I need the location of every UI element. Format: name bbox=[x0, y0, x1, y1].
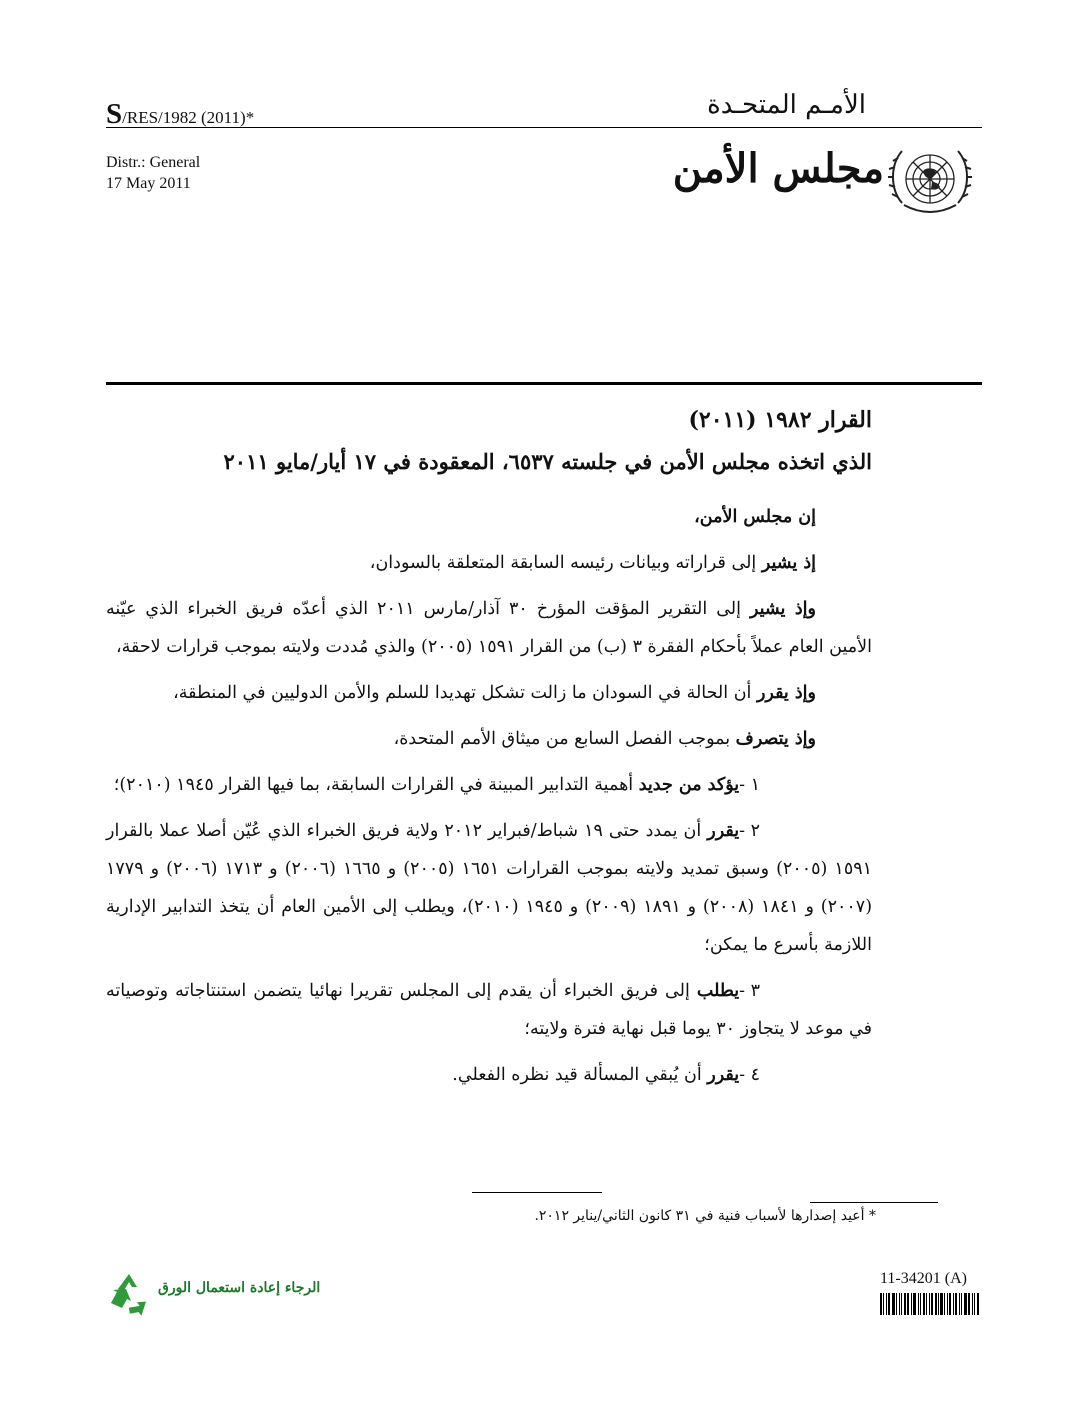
preamble-text: بموجب الفصل السابع من ميثاق الأمم المتحدة، bbox=[393, 729, 736, 749]
barcode-bar bbox=[935, 1293, 937, 1315]
barcode-bar bbox=[886, 1293, 887, 1315]
barcode-bar bbox=[931, 1293, 933, 1315]
operative-paragraph bbox=[106, 812, 872, 964]
resolution-subtitle: الذي اتخذه مجلس الأمن في جلسته ٦٥٣٧، المعقودة في ١٧ أيار/مايو ٢٠١١ bbox=[223, 449, 872, 474]
barcode-bar bbox=[913, 1293, 916, 1315]
preamble-text: إلى قراراته وبيانات رئيسه السابقة المتعلقة بالسودان، bbox=[369, 553, 762, 573]
resolution-body bbox=[106, 396, 872, 1102]
preamble-paragraph bbox=[106, 544, 872, 582]
barcode-bar bbox=[961, 1293, 962, 1315]
symbol-initial: S bbox=[106, 98, 123, 130]
barcode-bar bbox=[901, 1293, 902, 1315]
recycle-note: الرجاء إعادة استعمال الورق bbox=[158, 1280, 321, 1296]
barcode-bar bbox=[938, 1293, 939, 1315]
barcode-bar bbox=[918, 1293, 919, 1315]
barcode-bar bbox=[977, 1293, 979, 1315]
operative-paragraph bbox=[106, 766, 872, 804]
barcode-bar bbox=[911, 1293, 912, 1315]
operative-text: أهمية التدابير المبينة في القرارات السابقة، بما فيها القرار ١٩٤٥ (٢٠١٠)؛ bbox=[113, 775, 639, 795]
header-divider bbox=[106, 127, 982, 128]
barcode-bar bbox=[926, 1293, 927, 1315]
barcode-bar bbox=[896, 1293, 897, 1315]
barcode-bar bbox=[964, 1293, 967, 1315]
preamble-paragraph bbox=[106, 674, 872, 712]
barcode-bar bbox=[974, 1293, 975, 1315]
opening-text: إن مجلس الأمن، bbox=[694, 507, 816, 527]
barcode-bar bbox=[968, 1293, 970, 1315]
barcode-bar bbox=[940, 1293, 943, 1315]
title-divider bbox=[106, 382, 982, 385]
barcode-bar bbox=[883, 1293, 884, 1315]
document-number: 11-34201 (A) bbox=[880, 1270, 967, 1287]
barcode-bar bbox=[944, 1293, 945, 1315]
resolution-title: القرار ١٩٨٢ (٢٠١١) bbox=[688, 407, 872, 433]
barcode-bar bbox=[929, 1293, 930, 1315]
operative-text: إلى فريق الخبراء أن يقدم إلى المجلس تقريرا نهائيا يتضمن استنتاجاته وتوصياته في موعد لا يتجاوز ٣٠ يوما قبل نهاية فترة ولايته؛ bbox=[106, 981, 872, 1039]
barcode-icon bbox=[880, 1293, 980, 1315]
un-emblem-icon bbox=[880, 137, 980, 223]
barcode-bar bbox=[899, 1293, 900, 1315]
opening-line bbox=[106, 498, 872, 536]
operative-number: ٢ - bbox=[739, 821, 760, 841]
barcode-bar bbox=[953, 1293, 954, 1315]
issue-date: 17 May 2011 bbox=[106, 175, 191, 192]
end-rule bbox=[472, 1192, 602, 1193]
operative-paragraph bbox=[106, 972, 872, 1048]
preamble-text: أن الحالة في السودان ما زالت تشكل تهديدا للسلم والأمن الدوليين في المنطقة، bbox=[173, 683, 757, 703]
barcode-bar bbox=[947, 1293, 948, 1315]
operative-text: أن يُبقي المسألة قيد نظره الفعلي. bbox=[452, 1065, 708, 1085]
operative-number: ٣ - bbox=[739, 981, 760, 1001]
barcode-bar bbox=[880, 1293, 882, 1315]
barcode-bar bbox=[920, 1293, 921, 1315]
barcode-bar bbox=[959, 1293, 960, 1315]
distribution-block bbox=[106, 152, 200, 194]
operative-number: ١ - bbox=[739, 775, 760, 795]
barcode-bar bbox=[892, 1293, 895, 1315]
preamble-paragraph bbox=[106, 720, 872, 758]
operative-text: أن يمدد حتى ١٩ شباط/فبراير ٢٠١٢ ولاية فريق الخبراء الذي عُيّن أصلا عملا بالقرار ١٥٩١ (٢٠٠٥) وسبق تمديد ولايته بموجب القرارات ١٦٥١ (٢٠٠٥) و ١٦٦٥ (٢٠٠٦) و ١٧١٣ (٢٠٠٦) و ١٧٧٩ (٢٠٠٧) و ١٨٤١ (٢٠٠٨) و ١٨٩١ (٢٠٠٩) و ١٩٤٥ (٢٠١٠)، ويطلب إلى الأمين العام أن يتخذ التدابير الإدارية اللازمة بأسرع ما يمكن؛ bbox=[106, 821, 873, 955]
barcode-bar bbox=[955, 1293, 957, 1315]
footnote: * أعيد إصدارها لأسباب فنية في ٣١ كانون الثاني/يناير ٢٠١٢. bbox=[534, 1208, 876, 1224]
barcode-bar bbox=[888, 1293, 890, 1315]
distribution-label: Distr.: General bbox=[106, 154, 201, 171]
operative-lead: يقرر bbox=[707, 1065, 740, 1085]
footnote-rule bbox=[810, 1202, 938, 1203]
preamble-lead: إذ يشير bbox=[761, 553, 816, 573]
operative-lead: يؤكد من جديد bbox=[638, 775, 740, 795]
preamble-paragraph bbox=[106, 590, 872, 666]
barcode-bar bbox=[972, 1293, 973, 1315]
organization-name: الأمـم المتحـدة bbox=[707, 90, 866, 120]
preamble-lead: وإذ يقرر bbox=[756, 683, 816, 703]
operative-lead: يقرر bbox=[707, 821, 740, 841]
preamble-lead: وإذ يشير bbox=[749, 599, 816, 619]
operative-paragraph bbox=[106, 1056, 872, 1094]
preamble-lead: وإذ يتصرف bbox=[735, 729, 816, 749]
preamble-text: إلى التقرير المؤقت المؤرخ ٣٠ آذار/مارس ٢٠١١ الذي أعدّه فريق الخبراء الذي عيّنه الأمين العام عملاً بأحكام الفقرة ٣ (ب) من القرار ١٥٩١ (٢٠٠٥) والذي مُددت ولايته بموجب قرارات لاحقة، bbox=[106, 599, 872, 657]
recycle-icon bbox=[106, 1270, 152, 1316]
barcode-bar bbox=[907, 1293, 909, 1315]
symbol-rest: /RES/1982 (2011)* bbox=[122, 108, 255, 127]
council-name: مجلس الأمن bbox=[672, 145, 884, 192]
operative-number: ٤ - bbox=[739, 1065, 760, 1085]
operative-lead: يطلب bbox=[696, 981, 740, 1001]
barcode-bar bbox=[923, 1293, 925, 1315]
barcode-bar bbox=[949, 1293, 951, 1315]
barcode-bar bbox=[904, 1293, 906, 1315]
